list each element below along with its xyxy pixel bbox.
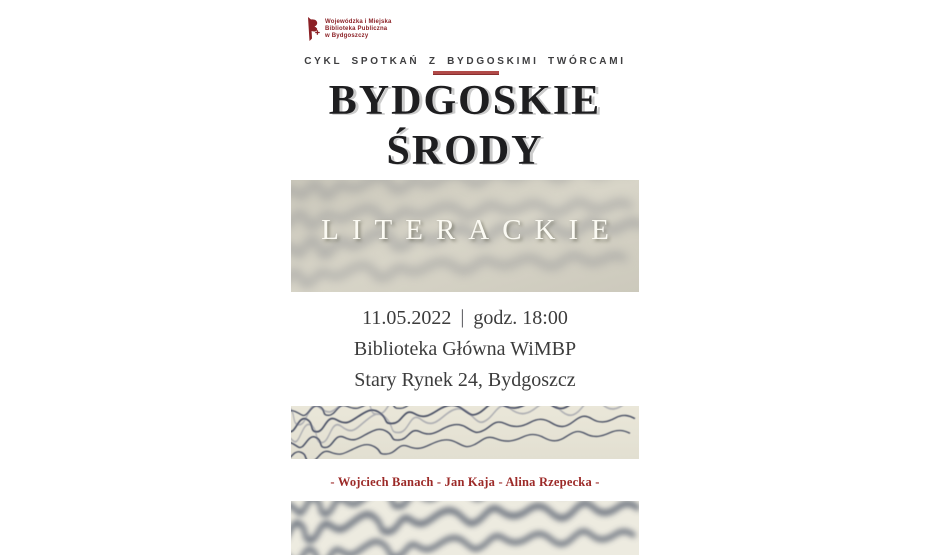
library-logo xyxy=(307,17,392,41)
event-datetime xyxy=(291,303,639,334)
library-logo-text xyxy=(325,17,392,40)
accent-rule xyxy=(433,71,499,75)
event-venue: Biblioteka Główna WiMBP xyxy=(353,338,577,360)
series-subtitle: CYKL SPOTKAŃ Z BYDGOSKIMI TWÓRCAMI xyxy=(304,56,626,67)
handwriting-strip-image xyxy=(291,406,639,459)
logo-text-line: w Bydgoszczy xyxy=(325,33,369,39)
title-line-1: BYDGOSKIE xyxy=(328,78,602,124)
hero-handwriting-image xyxy=(291,180,639,292)
event-info xyxy=(291,303,639,396)
logo-text-line: Wojewódzka i Miejska xyxy=(325,19,392,25)
datetime-separator: | xyxy=(460,306,465,328)
bottom-handwriting-image xyxy=(291,501,639,555)
library-logo-icon xyxy=(307,17,321,41)
poster-title xyxy=(291,76,639,176)
event-address: Stary Rynek 24, Bydgoszcz xyxy=(354,369,576,391)
event-poster xyxy=(291,0,639,555)
title-line-3: LITERACKIE xyxy=(321,213,622,246)
title-line-2: ŚRODY xyxy=(386,128,544,174)
event-time: godz. 18:00 xyxy=(473,307,568,329)
logo-text-line: Biblioteka Publiczna xyxy=(325,26,388,32)
guest-authors: - Wojciech Banach - Jan Kaja - Alina Rzepecka - xyxy=(330,475,600,489)
event-date: 11.05.2022 xyxy=(362,307,452,329)
